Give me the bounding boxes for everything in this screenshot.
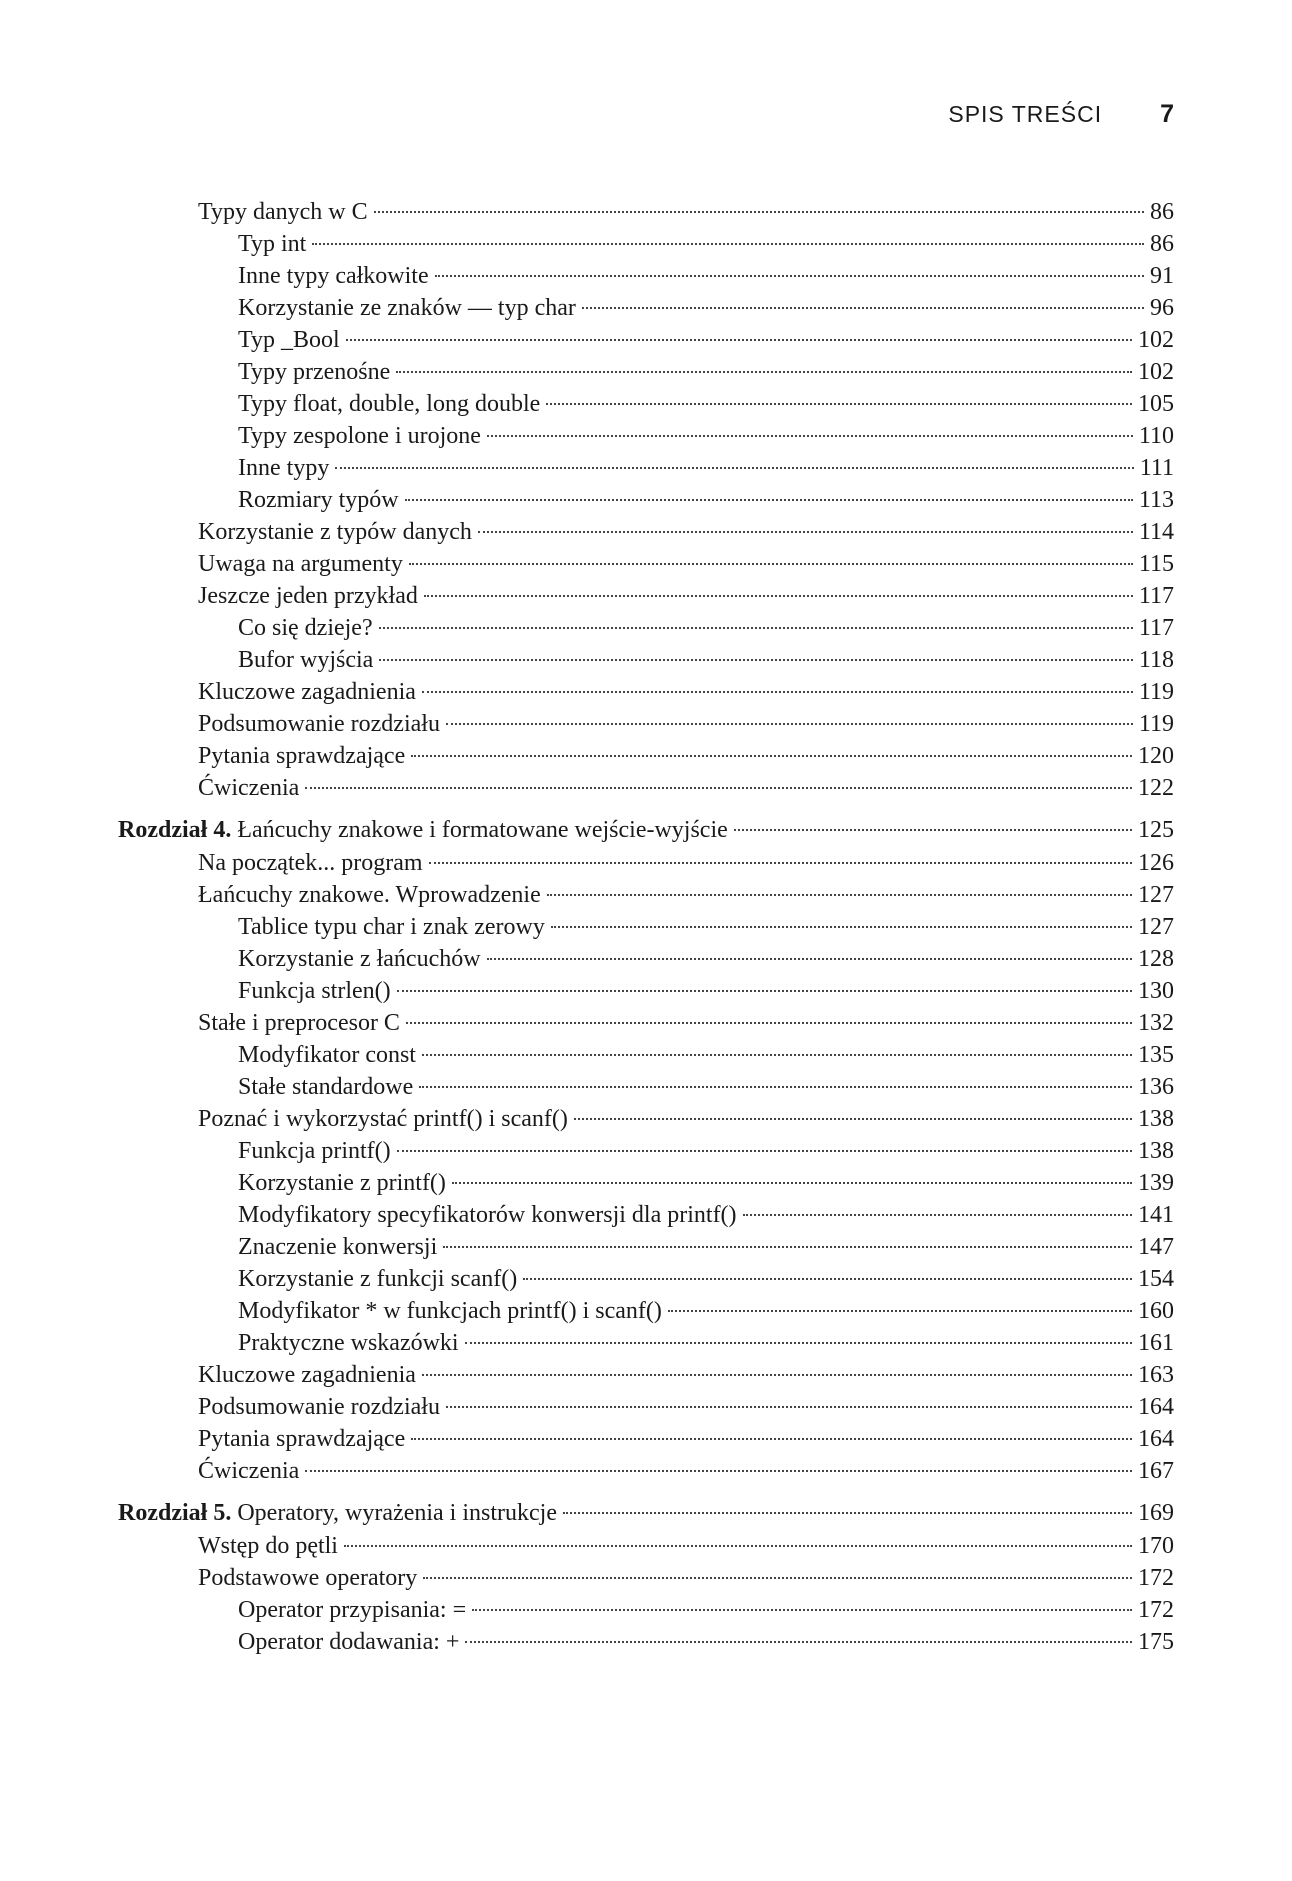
- entry-page-number: 167: [1138, 1458, 1174, 1484]
- entry-page-number: 128: [1138, 946, 1174, 972]
- entry-page-number: 138: [1138, 1106, 1174, 1132]
- entry-page-number: 163: [1138, 1362, 1174, 1388]
- toc-entry: [118, 708, 1174, 740]
- dot-leader: [465, 1641, 1132, 1643]
- toc-entry: [118, 1594, 1174, 1626]
- entry-page-number: 170: [1138, 1533, 1174, 1559]
- toc-entry: [118, 943, 1174, 975]
- dot-leader: [411, 755, 1132, 757]
- entry-title: Korzystanie z łańcuchów: [238, 946, 481, 972]
- entry-title: Korzystanie ze znaków — typ char: [238, 295, 576, 321]
- entry-page-number: 126: [1138, 850, 1174, 876]
- entry-title: Stałe i preprocesor C: [198, 1010, 400, 1036]
- toc-entry: [118, 740, 1174, 772]
- entry-title: Wstęp do pętli: [198, 1533, 338, 1559]
- entry-title: Funkcja printf(): [238, 1138, 391, 1164]
- toc-entry: [118, 420, 1174, 452]
- dot-leader: [452, 1182, 1132, 1184]
- entry-title: Bufor wyjścia: [238, 647, 374, 673]
- dot-leader: [346, 339, 1132, 341]
- dot-leader: [551, 926, 1132, 928]
- dot-leader: [547, 894, 1132, 896]
- running-title: SPIS TREŚCI: [948, 101, 1103, 127]
- entry-title: Pytania sprawdzające: [198, 743, 406, 769]
- entry-page-number: 96: [1150, 295, 1174, 321]
- entry-page-number: 169: [1138, 1500, 1174, 1526]
- entry-title: Co się dzieje?: [238, 615, 373, 641]
- entry-title: Pytania sprawdzające: [198, 1426, 406, 1452]
- toc-entry: [118, 1199, 1174, 1231]
- toc-entry: [118, 879, 1174, 911]
- entry-title: Korzystanie z funkcji scanf(): [238, 1266, 518, 1292]
- dot-leader: [423, 1577, 1132, 1579]
- entry-title: Modyfikator const: [238, 1042, 416, 1068]
- dot-leader: [312, 243, 1144, 245]
- entry-title: Rozmiary typów: [238, 487, 399, 513]
- entry-title: Ćwiczenia: [198, 775, 300, 801]
- toc-entry: [118, 580, 1174, 612]
- entry-page-number: 91: [1150, 263, 1174, 289]
- entry-page-number: 135: [1138, 1042, 1174, 1068]
- dot-leader: [478, 531, 1133, 533]
- dot-leader: [422, 1374, 1132, 1376]
- entry-page-number: 136: [1138, 1074, 1174, 1100]
- dot-leader: [487, 435, 1133, 437]
- entry-page-number: 164: [1138, 1426, 1174, 1452]
- chapter-number: Rozdział 4.: [118, 817, 232, 843]
- entry-page-number: 86: [1150, 231, 1174, 257]
- dot-leader: [405, 499, 1133, 501]
- toc-entry: [118, 1071, 1174, 1103]
- entry-title: Korzystanie z printf(): [238, 1170, 446, 1196]
- toc-entry: [118, 1455, 1174, 1487]
- entry-page-number: 110: [1138, 423, 1174, 449]
- dot-leader: [582, 307, 1144, 309]
- toc-entry: [118, 196, 1174, 228]
- entry-title: Inne typy całkowite: [238, 263, 429, 289]
- entry-page-number: 127: [1138, 914, 1174, 940]
- entry-title: Tablice typu char i znak zerowy: [238, 914, 545, 940]
- dot-leader: [409, 563, 1133, 565]
- entry-title: Podsumowanie rozdziału: [198, 711, 440, 737]
- entry-title: Znaczenie konwersji: [238, 1234, 438, 1260]
- toc-entry: [118, 292, 1174, 324]
- toc-entry: [118, 1231, 1174, 1263]
- dot-leader: [734, 829, 1132, 831]
- toc-entry: [118, 548, 1174, 580]
- dot-leader: [424, 595, 1133, 597]
- toc-entry: [118, 1562, 1174, 1594]
- dot-leader: [374, 211, 1144, 213]
- entry-title: Poznać i wykorzystać printf() i scanf(): [198, 1106, 568, 1132]
- entry-title: Operatory, wyrażenia i instrukcje: [237, 1500, 557, 1526]
- entry-title: Podstawowe operatory: [198, 1565, 418, 1591]
- entry-title: Podsumowanie rozdziału: [198, 1394, 440, 1420]
- entry-page-number: 119: [1138, 711, 1174, 737]
- entry-page-number: 175: [1138, 1629, 1174, 1655]
- entry-title: Funkcja strlen(): [238, 978, 391, 1004]
- entry-page-number: 111: [1139, 455, 1174, 481]
- entry-page-number: 115: [1138, 551, 1174, 577]
- entry-page-number: 117: [1138, 615, 1174, 641]
- entry-page-number: 127: [1138, 882, 1174, 908]
- toc-entry: [118, 1295, 1174, 1327]
- dot-leader: [472, 1609, 1132, 1611]
- dot-leader: [411, 1438, 1132, 1440]
- toc-entry: [118, 1359, 1174, 1391]
- dot-leader: [419, 1086, 1132, 1088]
- toc-entry: [118, 356, 1174, 388]
- toc-entry: [118, 644, 1174, 676]
- dot-leader: [422, 691, 1133, 693]
- entry-page-number: 114: [1138, 519, 1174, 545]
- toc-entry: [118, 975, 1174, 1007]
- entry-page-number: 120: [1138, 743, 1174, 769]
- toc-entry: [118, 452, 1174, 484]
- toc-entry: [118, 1039, 1174, 1071]
- toc-entry: [118, 1167, 1174, 1199]
- entry-title: Korzystanie z typów danych: [198, 519, 472, 545]
- entry-page-number: 118: [1138, 647, 1174, 673]
- toc-entry: [118, 1391, 1174, 1423]
- toc-entry: [118, 676, 1174, 708]
- toc-entry: [118, 1530, 1174, 1562]
- toc-entry: [118, 228, 1174, 260]
- toc-entry: [118, 1007, 1174, 1039]
- entry-page-number: 132: [1138, 1010, 1174, 1036]
- toc-entry: [118, 1135, 1174, 1167]
- entry-page-number: 102: [1138, 327, 1174, 353]
- entry-page-number: 102: [1138, 359, 1174, 385]
- entry-title: Typy zespolone i urojone: [238, 423, 481, 449]
- toc-entry: [118, 612, 1174, 644]
- entry-title: Kluczowe zagadnienia: [198, 679, 416, 705]
- toc-entry: [118, 516, 1174, 548]
- entry-title: Inne typy: [238, 455, 330, 481]
- entry-title: Typ _Bool: [238, 327, 340, 353]
- entry-title: Łańcuchy znakowe. Wprowadzenie: [198, 882, 541, 908]
- dot-leader: [443, 1246, 1132, 1248]
- toc-entry: [118, 1103, 1174, 1135]
- entry-title: Operator przypisania: =: [238, 1597, 467, 1623]
- entry-page-number: 105: [1138, 391, 1174, 417]
- entry-page-number: 117: [1138, 583, 1174, 609]
- entry-page-number: 172: [1138, 1597, 1174, 1623]
- toc-entry: [118, 484, 1174, 516]
- entry-page-number: 154: [1138, 1266, 1174, 1292]
- dot-leader: [523, 1278, 1132, 1280]
- toc-chapter-entry: [118, 1497, 1174, 1530]
- entry-page-number: 130: [1138, 978, 1174, 1004]
- dot-leader: [668, 1310, 1132, 1312]
- running-head: [948, 100, 1174, 129]
- dot-leader: [379, 627, 1133, 629]
- entry-page-number: 138: [1138, 1138, 1174, 1164]
- toc-entry: [118, 772, 1174, 804]
- entry-page-number: 125: [1138, 817, 1174, 843]
- dot-leader: [379, 659, 1133, 661]
- entry-title: Operator dodawania: +: [238, 1629, 460, 1655]
- dot-leader: [305, 1470, 1132, 1472]
- dot-leader: [743, 1214, 1132, 1216]
- dot-leader: [344, 1545, 1132, 1547]
- dot-leader: [305, 787, 1132, 789]
- entry-page-number: 113: [1138, 487, 1174, 513]
- entry-title: Typy przenośne: [238, 359, 391, 385]
- chapter-number: Rozdział 5.: [118, 1500, 232, 1526]
- entry-title: Typ int: [238, 231, 307, 257]
- entry-title: Jeszcze jeden przykład: [198, 583, 418, 609]
- entry-page-number: 86: [1150, 199, 1174, 225]
- dot-leader: [563, 1512, 1132, 1514]
- entry-title: Łańcuchy znakowe i formatowane wejście-wyjście: [237, 817, 728, 843]
- dot-leader: [406, 1022, 1132, 1024]
- dot-leader: [422, 1054, 1132, 1056]
- dot-leader: [446, 723, 1133, 725]
- entry-title: Modyfikator * w funkcjach printf() i scanf(): [238, 1298, 662, 1324]
- entry-title: Na początek... program: [198, 850, 423, 876]
- dot-leader: [487, 958, 1132, 960]
- toc-entry: [118, 260, 1174, 292]
- toc-entry: [118, 388, 1174, 420]
- entry-title: Stałe standardowe: [238, 1074, 414, 1100]
- toc-entry: [118, 1327, 1174, 1359]
- entry-title: Praktyczne wskazówki: [238, 1330, 459, 1356]
- toc-entry: [118, 911, 1174, 943]
- entry-title: Modyfikatory specyfikatorów konwersji dla printf(): [238, 1202, 737, 1228]
- entry-page-number: 160: [1138, 1298, 1174, 1324]
- dot-leader: [335, 467, 1133, 469]
- entry-page-number: 164: [1138, 1394, 1174, 1420]
- toc-entry: [118, 1626, 1174, 1658]
- page-number: 7: [1160, 100, 1174, 128]
- dot-leader: [429, 862, 1132, 864]
- dot-leader: [574, 1118, 1132, 1120]
- toc-entry: [118, 324, 1174, 356]
- table-of-contents: [118, 196, 1174, 1658]
- toc-entry: [118, 847, 1174, 879]
- entry-page-number: 172: [1138, 1565, 1174, 1591]
- dot-leader: [397, 1150, 1132, 1152]
- dot-leader: [396, 371, 1132, 373]
- entry-page-number: 122: [1138, 775, 1174, 801]
- entry-page-number: 119: [1138, 679, 1174, 705]
- entry-page-number: 139: [1138, 1170, 1174, 1196]
- dot-leader: [465, 1342, 1132, 1344]
- entry-title: Typy danych w C: [198, 199, 368, 225]
- toc-chapter-entry: [118, 814, 1174, 847]
- dot-leader: [435, 275, 1144, 277]
- dot-leader: [546, 403, 1132, 405]
- entry-title: Kluczowe zagadnienia: [198, 1362, 416, 1388]
- entry-page-number: 161: [1138, 1330, 1174, 1356]
- entry-title: Uwaga na argumenty: [198, 551, 403, 577]
- entry-title: Typy float, double, long double: [238, 391, 541, 417]
- dot-leader: [446, 1406, 1132, 1408]
- dot-leader: [397, 990, 1132, 992]
- toc-entry: [118, 1263, 1174, 1295]
- entry-page-number: 147: [1138, 1234, 1174, 1260]
- entry-page-number: 141: [1138, 1202, 1174, 1228]
- toc-entry: [118, 1423, 1174, 1455]
- entry-title: Ćwiczenia: [198, 1458, 300, 1484]
